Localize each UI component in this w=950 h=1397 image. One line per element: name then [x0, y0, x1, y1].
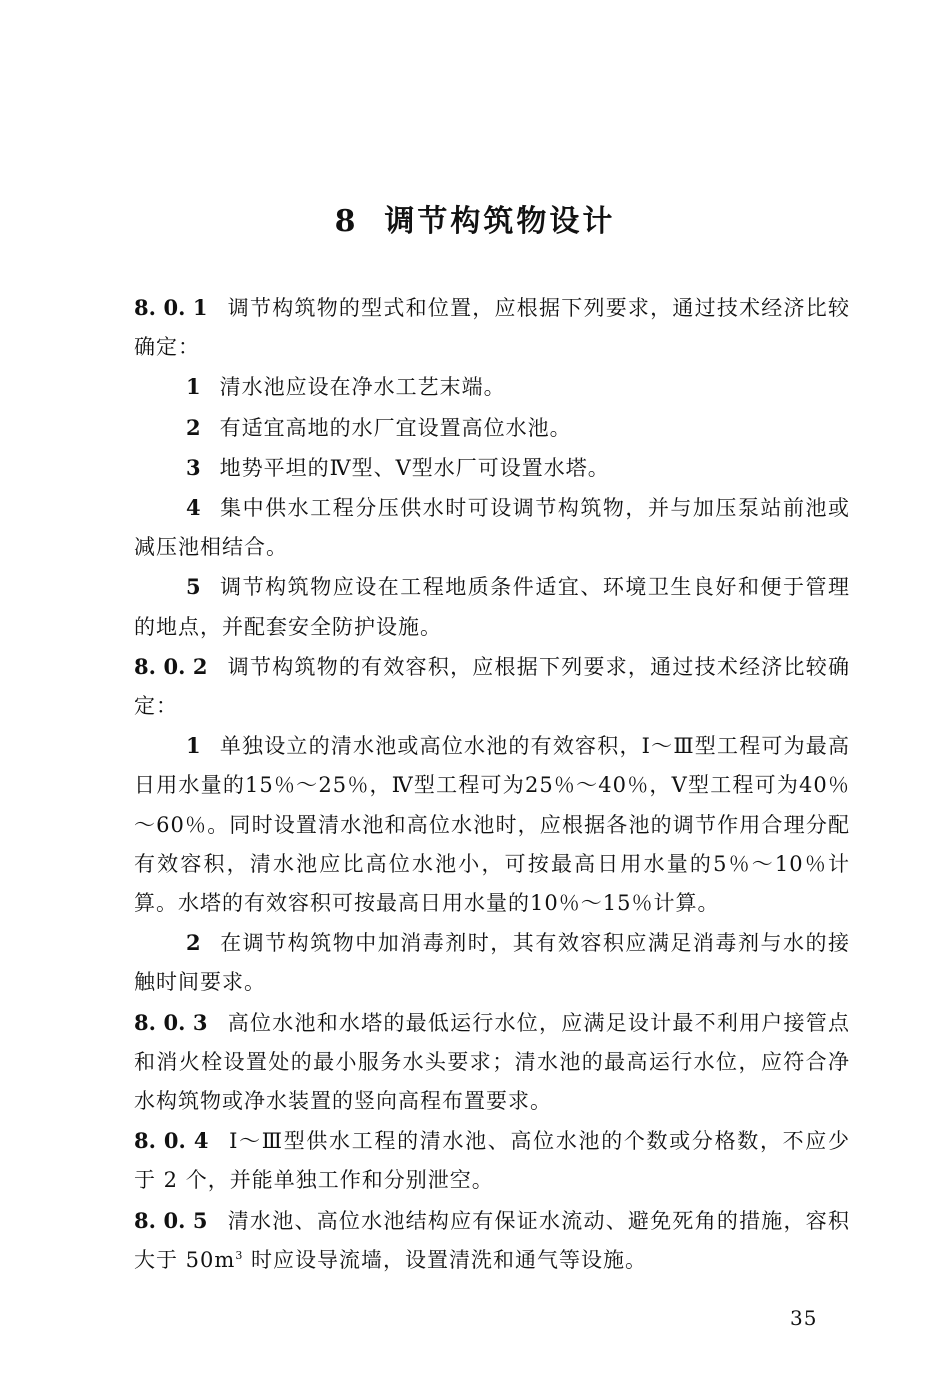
clause-number: 8. 0. 1 [134, 295, 208, 320]
item-text: 清水池应设在净水工艺末端。 [219, 375, 506, 400]
clause-8-0-1 [134, 288, 850, 367]
item-text: 地势平坦的Ⅳ型、Ⅴ型水厂可设置水塔。 [219, 455, 610, 480]
clause-8-0-3 [134, 1003, 850, 1122]
page-number: 35 [790, 1306, 818, 1330]
item-number: 2 [186, 414, 202, 440]
item-text: 单独设立的清水池或高位水池的有效容积，Ⅰ～Ⅲ型工程可为最高日用水量的15％～25％，Ⅳ型工程可为25％～40％，Ⅴ型工程可为40％～60％。同时设置清水池和高位水池时，应根据各池的调节作用合理分配有效容积，清水池应比高位水池小，可按最高日用水量的5％～10％计算。水塔的有效容积可按最高日用水量的10％～15％计算。 [134, 734, 850, 916]
clause-number: 8. 0. 5 [134, 1207, 208, 1233]
list-item [134, 567, 850, 646]
item-number: 5 [186, 574, 202, 600]
item-text: 调节构筑物应设在工程地质条件适宜、环境卫生良好和便于管理的地点，并配套安全防护设施。 [134, 575, 850, 639]
list-item [134, 448, 850, 488]
item-number: 4 [186, 495, 202, 521]
document-body [134, 288, 850, 1280]
item-number: 2 [186, 930, 202, 956]
clause-8-0-5 [134, 1201, 850, 1280]
clause-number: 8. 0. 3 [134, 1009, 208, 1035]
clause-number: 8. 0. 4 [134, 1128, 209, 1154]
list-item [134, 488, 850, 567]
chapter-title-text: 调节构筑物设计 [384, 204, 616, 239]
superscript: 3 [235, 1248, 244, 1262]
item-text: 在调节构筑物中加消毒剂时，其有效容积应满足消毒剂与水的接触时间要求。 [134, 931, 850, 995]
clause-text: 高位水池和水塔的最低运行水位，应满足设计最不利用户接管点和消火栓设置处的最小服务水头要求；清水池的最高运行水位，应符合净水构筑物或净水装置的竖向高程布置要求。 [134, 1010, 850, 1114]
chapter-title [0, 196, 950, 240]
clause-text: Ⅰ～Ⅲ型供水工程的清水池、高位水池的个数或分格数，不应少于 2 个，并能单独工作和分别泄空。 [134, 1129, 850, 1193]
clause-8-0-2 [134, 647, 850, 726]
item-number: 3 [186, 454, 202, 480]
clause-text-continued: 时应设导流墙，设置清洗和通气等设施。 [243, 1247, 647, 1272]
list-item [134, 726, 850, 923]
clause-text: 调节构筑物的型式和位置，应根据下列要求，通过技术经济比较确定： [134, 296, 850, 360]
clause-number: 8. 0. 2 [134, 653, 208, 679]
clause-text: 清水池、高位水池结构应有保证水流动、避免死角的措施，容积大于 50m [134, 1208, 850, 1272]
item-number: 1 [186, 733, 202, 759]
clause-text: 调节构筑物的有效容积，应根据下列要求，通过技术经济比较确定： [134, 654, 850, 719]
clause-8-0-4 [134, 1121, 850, 1200]
item-text: 有适宜高地的水厂宜设置高位水池。 [219, 415, 572, 440]
chapter-number: 8 [334, 204, 359, 239]
item-number: 1 [186, 374, 202, 400]
list-item [134, 367, 850, 407]
list-item [134, 923, 850, 1002]
item-text: 集中供水工程分压供水时可设调节构筑物，并与加压泵站前池或减压池相结合。 [134, 496, 850, 560]
list-item [134, 408, 850, 448]
